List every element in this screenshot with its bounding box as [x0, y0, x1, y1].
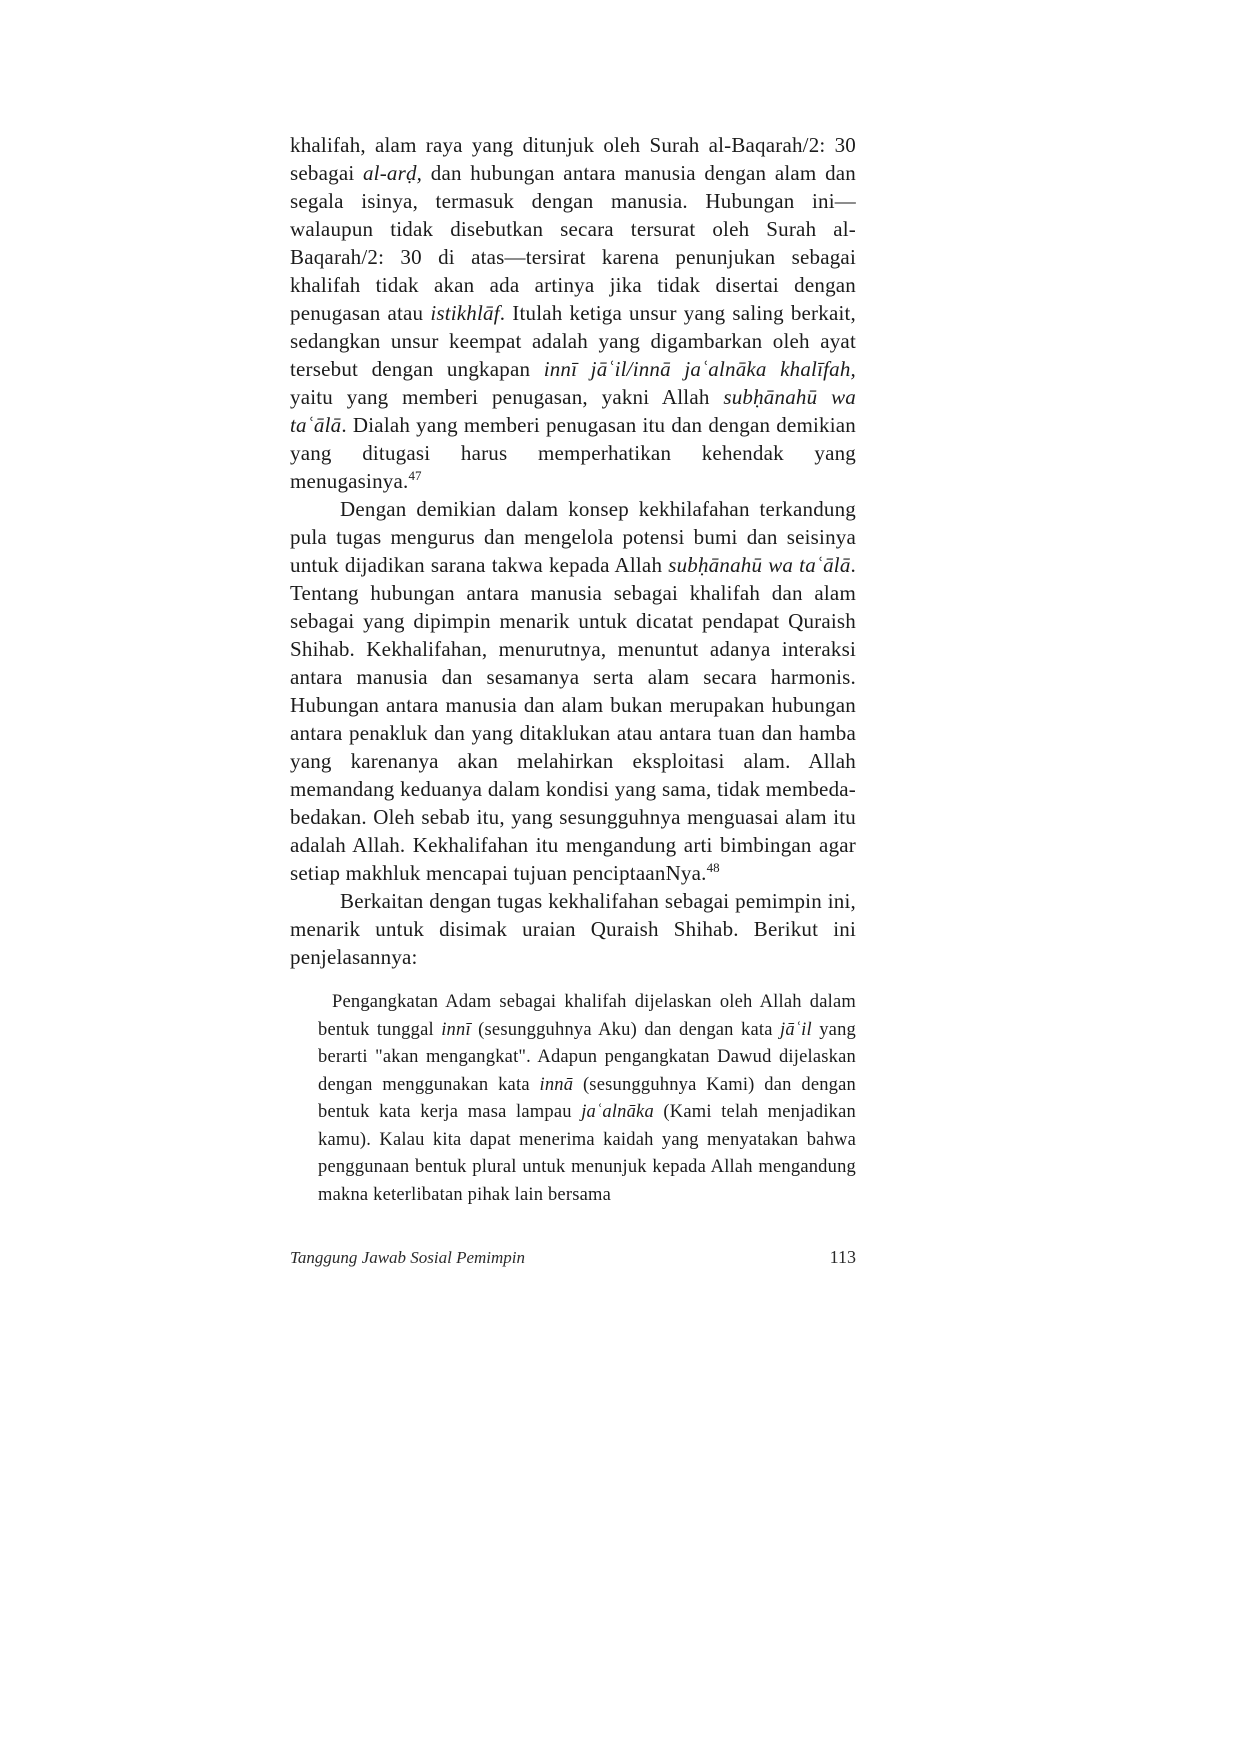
body-paragraph-3: Berkaitan dengan tugas kekhalifahan sebagai pemimpin ini, menarik untuk disimak uraian Quraish Shihab. Berikut ini penjelasannya: [290, 889, 856, 969]
running-title: Tanggung Jawab Sosial Pemimpin [290, 1248, 526, 1267]
body-paragraph-1: khalifah, alam raya yang ditunjuk oleh Surah al-Baqarah/2: 30 sebagai al-arḍ, dan hubungan antara manusia dengan alam dan segala isinya, termasuk dengan manusia. Hubungan ini—walaupun tidak disebutkan secara tersurat oleh Surah al-Baqarah/2: 30 di atas—tersirat karena penunjukan sebagai khalifah tidak akan ada artinya jika tidak disertai dengan penugasan atau istikhlāf. Itulah ketiga unsur yang saling berkait, sedangkan unsur keempat adalah yang digambarkan oleh ayat tersebut dengan ungkapan innī jāʿil/innā jaʿalnāka khalīfah, yaitu yang memberi penugasan, yakni Allah subḥānahū wa taʿālā. Dialah yang memberi penugasan itu dan dengan demikian yang ditugasi harus memperhatikan kehendak yang menugasinya.$^{47}$ [290, 133, 856, 493]
block-quote: Pengangkatan Adam sebagai khalifah dijelaskan oleh Allah dalam bentuk tunggal innī (sesungguhnya Aku) dan dengan kata jāʿil yang berarti "akan mengangkat". Adapun pengangkatan Dawud dijelaskan dengan menggunakan kata innā (sesungguhnya Kami) dan dengan bentuk kata kerja masa lampau jaʿalnāka (Kami telah menjadikan kamu). Kalau kita dapat menerima kaidah yang menyatakan bahwa penggunaan bentuk plural untuk menunjuk kepada Allah mengandung makna keterlibatan pihak lain bersama [318, 992, 856, 1205]
page-number: 113 [829, 1247, 856, 1267]
page-footer [290, 1247, 856, 1268]
body-paragraph-2: Dengan demikian dalam konsep kekhilafahan terkandung pula tugas mengurus dan mengelola potensi bumi dan seisinya untuk dijadikan sarana takwa kepada Allah subḥānahū wa taʿālā. Tentang hubungan antara manusia sebagai khalifah dan alam sebagai yang dipimpin menarik untuk dicatat pendapat Quraish Shihab. Kekhalifahan, menurutnya, menuntut adanya interaksi antara manusia dan sesamanya serta alam secara harmonis. Hubungan antara manusia dan alam bukan merupakan hubungan antara penakluk dan yang ditaklukan atau antara tuan dan hamba yang karenanya akan melahirkan eksploitasi alam. Allah memandang keduanya dalam kondisi yang sama, tidak membeda-bedakan. Oleh sebab itu, yang sesungguhnya menguasai alam itu adalah Allah. Kekhalifahan itu mengandung arti bimbingan agar setiap makhluk mencapai tujuan penciptaanNya.$^{48}$ [290, 497, 856, 885]
page-body [290, 131, 856, 1209]
